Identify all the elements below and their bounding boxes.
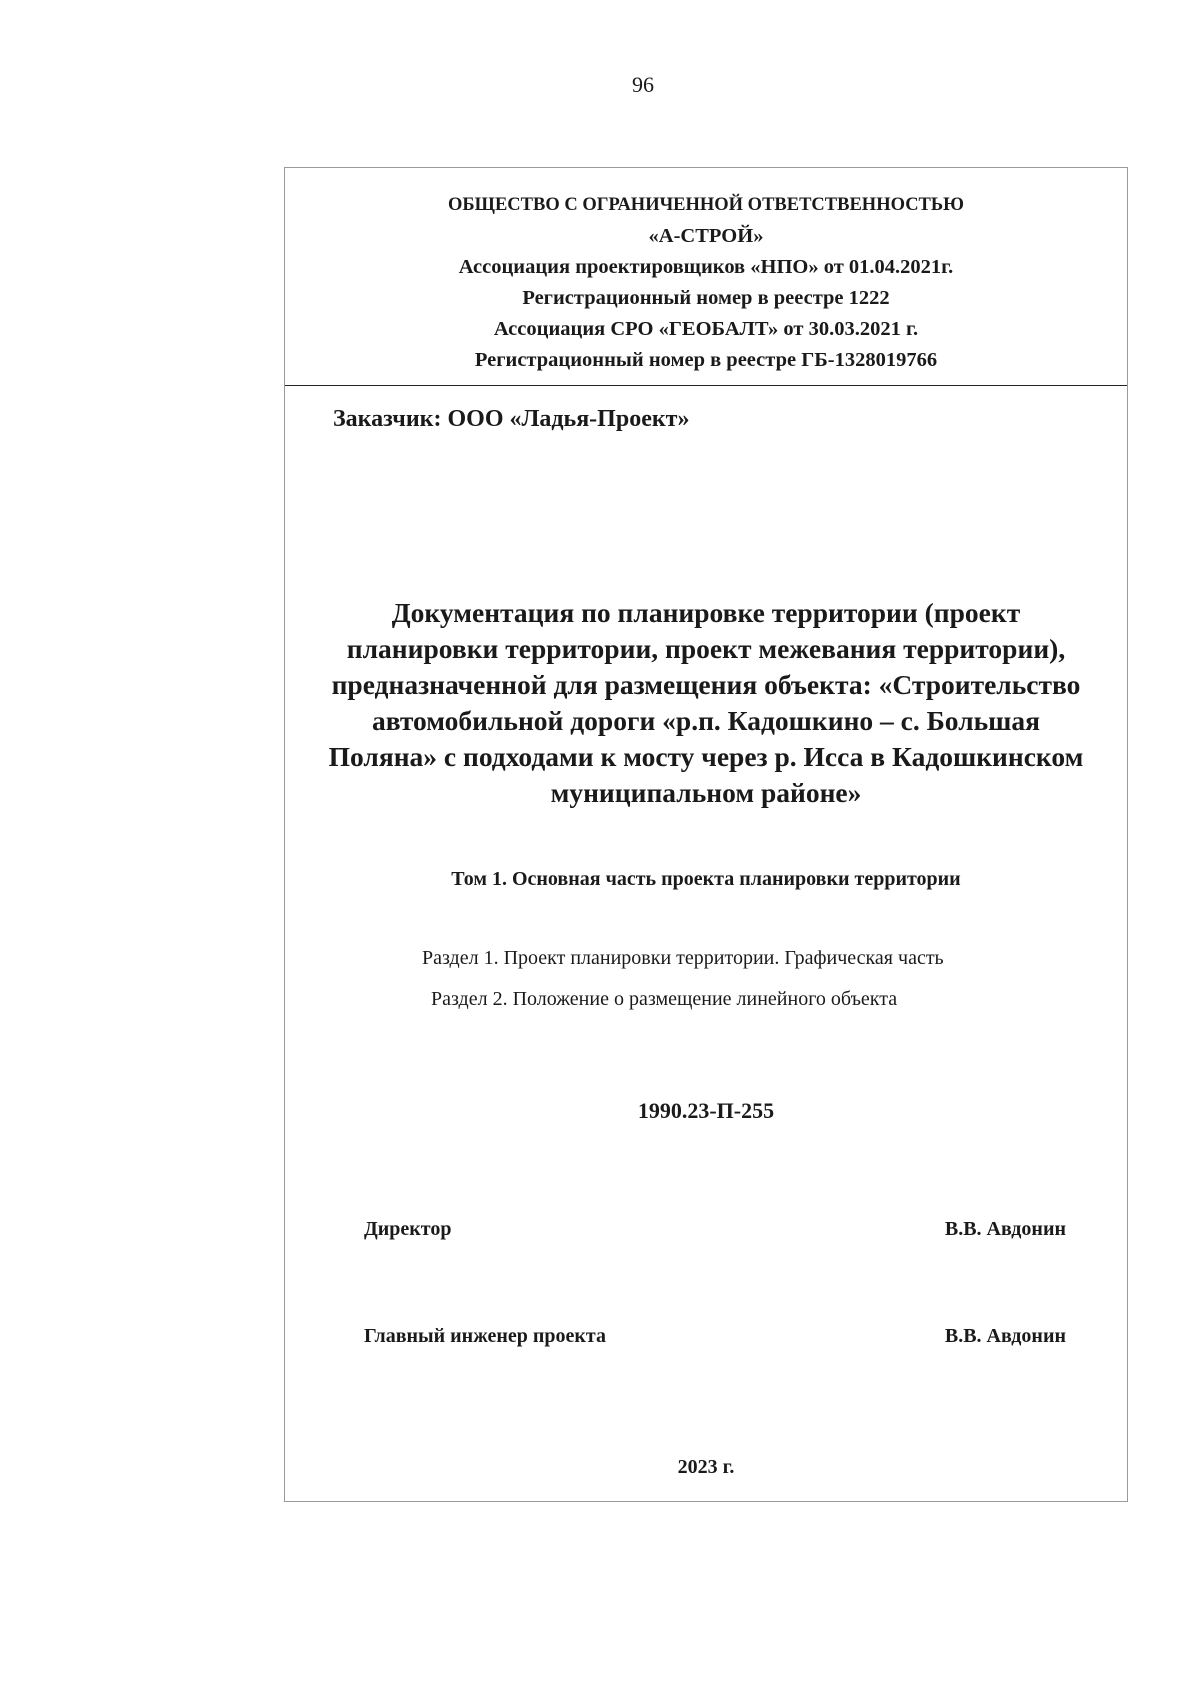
document-year: 2023 г. (677, 1456, 735, 1478)
registration-number-sro: Регистрационный номер в реестре ГБ-1328019766 (474, 349, 938, 371)
document-title-line: планировки территории, проект межевания территории), (346, 633, 1066, 664)
organization-header (285, 190, 1127, 376)
document-code: 1990.23-П-255 (637, 1098, 775, 1123)
document-title-line: муниципальном районе» (550, 777, 862, 808)
association-sro: Ассоциация СРО «ГЕОБАЛТ» от 30.03.2021 г. (493, 318, 919, 340)
organization-short-name: «А-СТРОЙ» (648, 225, 764, 247)
document-title-line: автомобильной дороги «р.п. Кадошкино – с. Большая (371, 705, 1041, 736)
customer: Заказчик: ООО «Ладья-Проект» (333, 406, 690, 432)
document-title-line: Документация по планировке территории (проект (391, 597, 1021, 628)
section-1: Раздел 1. Проект планировки территории. Графическая часть (422, 947, 944, 969)
signature-role: Главный инженер проекта (364, 1325, 606, 1347)
registration-number-npo: Регистрационный номер в реестре 1222 (522, 287, 890, 309)
association-npo: Ассоциация проектировщиков «НПО» от 01.04.2021г. (458, 256, 954, 278)
document-title-line: предназначенной для размещения объекта: «Строительство (331, 669, 1081, 700)
signature-row-director (364, 1218, 1066, 1241)
signature-name: В.В. Авдонин (944, 1325, 1066, 1347)
page-number: 96 (632, 72, 654, 97)
section-2: Раздел 2. Положение о размещение линейного объекта (431, 988, 898, 1010)
title-page-frame (284, 167, 1128, 1502)
signature-role: Директор (364, 1218, 452, 1240)
signature-row-chief-engineer (364, 1325, 1066, 1348)
volume-title: Том 1. Основная часть проекта планировки территории (451, 868, 961, 890)
document-title (285, 595, 1127, 811)
organization-name: ОБЩЕСТВО С ОГРАНИЧЕННОЙ ОТВЕТСТВЕННОСТЬЮ (448, 195, 964, 215)
signature-name: В.В. Авдонин (944, 1218, 1066, 1240)
header-divider (285, 385, 1127, 386)
document-title-line: Поляна» с подходами к мосту через р. Исса в Кадошкинском (328, 741, 1084, 772)
